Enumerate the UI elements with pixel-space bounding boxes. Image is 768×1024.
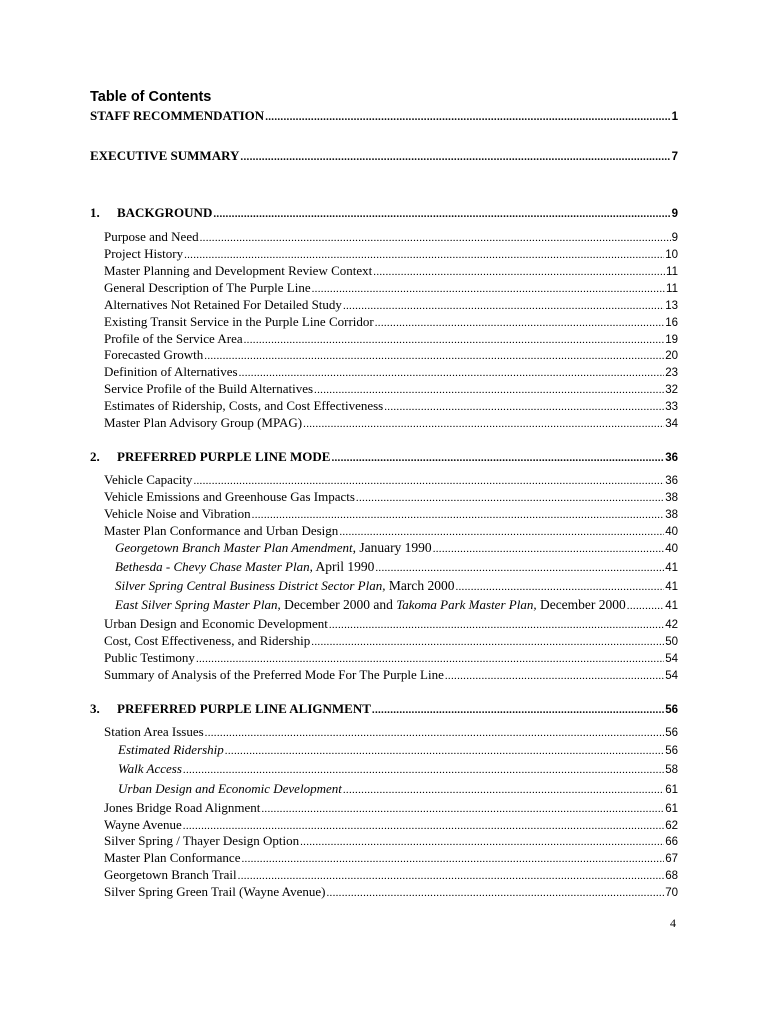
leader-dots: [238, 867, 665, 884]
toc-entry-staff-recommendation[interactable]: [90, 108, 678, 125]
leader-dots: [213, 205, 670, 222]
toc-item[interactable]: [104, 314, 678, 331]
toc-item-page: 61: [665, 803, 678, 815]
toc-subitem-label: Walk Access: [118, 761, 182, 776]
toc-item-label: Urban Design and Economic Development: [104, 616, 328, 631]
leader-dots: [300, 833, 664, 850]
toc-item-label: Existing Transit Service in the Purple Line Corridor: [104, 314, 374, 329]
leader-dots: [241, 850, 664, 867]
toc-item-label: Cost, Cost Effectiveness, and Ridership: [104, 633, 311, 648]
section-title: PREFERRED PURPLE LINE ALIGNMENT: [117, 701, 371, 716]
toc-entry-page: 1: [671, 111, 678, 123]
leader-dots: [627, 597, 664, 614]
toc-item[interactable]: [104, 633, 678, 650]
leader-dots: [326, 884, 664, 901]
leader-dots: [183, 817, 664, 834]
page-number: 4: [670, 916, 676, 930]
toc-item-label: Definition of Alternatives: [104, 364, 238, 379]
toc-item-page: 54: [665, 670, 678, 682]
toc-item-label: Vehicle Noise and Vibration: [104, 506, 251, 521]
leader-dots: [184, 246, 664, 263]
toc-item[interactable]: [104, 297, 678, 314]
section-title: BACKGROUND: [117, 205, 213, 220]
toc-subitem-plan-name: Silver Spring Central Business District Sector Plan,: [115, 578, 386, 593]
toc-item-page: 38: [665, 509, 678, 521]
toc-item-page: 20: [665, 350, 678, 362]
toc-item[interactable]: [104, 724, 678, 741]
leader-dots: [356, 489, 664, 506]
toc-subitem-page: 40: [665, 543, 678, 555]
toc-item-label: Project History: [104, 246, 184, 261]
leader-dots: [261, 800, 664, 817]
toc-item[interactable]: [104, 489, 678, 506]
leader-dots: [373, 263, 665, 280]
toc-entry-label: EXECUTIVE SUMMARY: [90, 148, 240, 163]
leader-dots: [225, 742, 664, 759]
toc-subitem-label: Urban Design and Economic Development: [118, 781, 342, 796]
toc-subitem-page: 41: [665, 600, 678, 612]
toc-item-page: 66: [665, 836, 678, 848]
toc-item-label: Vehicle Emissions and Greenhouse Gas Impacts: [104, 489, 355, 504]
toc-item-page: 19: [665, 334, 678, 346]
toc-item[interactable]: [104, 364, 678, 381]
leader-dots: [312, 280, 665, 297]
toc-item-page: 62: [665, 820, 678, 832]
leader-dots: [433, 540, 665, 557]
toc-item[interactable]: [104, 867, 678, 884]
toc-item-page: 32: [665, 384, 678, 396]
toc-item-label: Alternatives Not Retained For Detailed Study: [104, 297, 342, 312]
toc-item-label: Master Planning and Development Review Context: [104, 263, 373, 278]
toc-subitem-page: 41: [665, 562, 678, 574]
toc-item-page: 67: [665, 853, 678, 865]
leader-dots: [331, 449, 664, 466]
toc-subitem[interactable]: [115, 597, 678, 614]
leader-dots: [196, 650, 664, 667]
toc-item[interactable]: [104, 800, 678, 817]
leader-dots: [375, 559, 664, 576]
toc-subitem-page: 56: [665, 745, 678, 757]
toc-item[interactable]: [104, 667, 678, 684]
toc-subitem-plan-name: Bethesda - Chevy Chase Master Plan,: [115, 559, 313, 574]
leader-dots: [343, 297, 664, 314]
toc-item-label: Master Plan Conformance: [104, 850, 241, 865]
toc-item-label: Wayne Avenue: [104, 817, 182, 832]
leader-dots: [445, 667, 664, 684]
toc-subitem[interactable]: [118, 742, 678, 759]
toc-item-label: Jones Bridge Road Alignment: [104, 800, 261, 815]
toc-item-page: 68: [665, 870, 678, 882]
leader-dots: [204, 347, 664, 364]
toc-item[interactable]: [104, 280, 678, 297]
leader-dots: [200, 229, 671, 246]
toc-subitem[interactable]: [115, 578, 678, 595]
toc-entry-page: 7: [671, 151, 678, 163]
toc-subitem[interactable]: [115, 540, 678, 557]
leader-dots: [372, 701, 664, 718]
toc-subitem-date: March 2000: [385, 578, 455, 593]
toc-subitem-plan-name: Georgetown Branch Master Plan Amendment: [115, 540, 353, 555]
toc-subitem-plan-name-2: Takoma Park Master Plan,: [396, 597, 537, 612]
toc-subitem-plan-name: East Silver Spring Master Plan,: [115, 597, 281, 612]
toc-item[interactable]: [104, 263, 678, 280]
toc-item-page: 10: [665, 249, 678, 261]
toc-subitem-page: 58: [665, 764, 678, 776]
toc-item-page: 16: [665, 317, 678, 329]
section-page: 56: [665, 704, 678, 716]
toc-item-label: Silver Spring / Thayer Design Option: [104, 833, 300, 848]
toc-item-page: 42: [665, 619, 678, 631]
toc-item[interactable]: [104, 650, 678, 667]
toc-item[interactable]: [104, 415, 678, 432]
toc-section-preferred-alignment[interactable]: [90, 701, 678, 718]
toc-item-label: General Description of The Purple Line: [104, 280, 311, 295]
toc-item-page: 38: [665, 492, 678, 504]
section-number: 1.: [90, 205, 100, 220]
toc-subitem[interactable]: [118, 781, 678, 798]
leader-dots: [384, 398, 664, 415]
toc-item[interactable]: [104, 398, 678, 415]
toc-item-label: Station Area Issues: [104, 724, 204, 739]
toc-item[interactable]: [104, 246, 678, 263]
toc-section-background[interactable]: [90, 205, 678, 222]
toc-item-page: 9: [671, 232, 678, 244]
toc-subitem-date-2: December 2000: [536, 597, 626, 612]
toc-item-page: 56: [665, 727, 678, 739]
toc-subitem-date: April 1990: [312, 559, 375, 574]
toc-item-page: 70: [665, 887, 678, 899]
toc-item-label: Master Plan Advisory Group (MPAG): [104, 415, 303, 430]
toc-item-page: 11: [666, 266, 678, 278]
leader-dots: [240, 148, 670, 165]
leader-dots: [252, 506, 665, 523]
toc-item-page: 36: [665, 475, 678, 487]
toc-subitem-date: December 2000 and: [280, 597, 397, 612]
toc-item-page: 54: [665, 653, 678, 665]
toc-item[interactable]: [104, 616, 678, 633]
toc-item-label: Forecasted Growth: [104, 347, 204, 362]
leader-dots: [205, 724, 665, 741]
toc-item-label: Vehicle Capacity: [104, 472, 193, 487]
leader-dots: [265, 108, 670, 125]
toc-item[interactable]: [104, 472, 678, 489]
toc-item[interactable]: [104, 347, 678, 364]
toc-subitem-date: , January 1990: [352, 540, 432, 555]
toc-item[interactable]: [104, 381, 678, 398]
leader-dots: [311, 633, 664, 650]
toc-item[interactable]: [104, 833, 678, 850]
toc-item[interactable]: [104, 850, 678, 867]
leader-dots: [455, 578, 664, 595]
toc-item-label: Public Testimony: [104, 650, 195, 665]
leader-dots: [339, 523, 664, 540]
leader-dots: [193, 472, 664, 489]
toc-item-page: 13: [665, 300, 678, 312]
toc-item-label: Master Plan Conformance and Urban Design: [104, 523, 339, 538]
toc-item[interactable]: [104, 506, 678, 523]
leader-dots: [375, 314, 664, 331]
toc-item-label: Georgetown Branch Trail: [104, 867, 237, 882]
section-page: 9: [671, 208, 678, 220]
toc-item-page: 50: [665, 636, 678, 648]
toc-entry-executive-summary[interactable]: [90, 148, 678, 165]
section-title: PREFERRED PURPLE LINE MODE: [117, 449, 331, 464]
toc-section-preferred-mode[interactable]: [90, 449, 678, 466]
leader-dots: [183, 761, 664, 778]
leader-dots: [329, 616, 664, 633]
leader-dots: [303, 415, 664, 432]
leader-dots: [239, 364, 665, 381]
toc-item[interactable]: [104, 817, 678, 834]
section-page: 36: [665, 452, 678, 464]
toc-item[interactable]: [104, 331, 678, 348]
toc-item[interactable]: [104, 229, 678, 246]
toc-item-label: Silver Spring Green Trail (Wayne Avenue): [104, 884, 326, 899]
toc-item-label: Summary of Analysis of the Preferred Mode For The Purple Line: [104, 667, 444, 682]
toc-item-label: Profile of the Service Area: [104, 331, 243, 346]
toc-item[interactable]: [104, 884, 678, 901]
toc-heading: Table of Contents: [90, 89, 212, 105]
toc-item-page: 40: [665, 526, 678, 538]
toc-subitem-label: Estimated Ridership: [118, 742, 224, 757]
section-number: 3.: [90, 701, 100, 716]
section-number: 2.: [90, 449, 100, 464]
leader-dots: [314, 381, 664, 398]
toc-item-page: 23: [665, 367, 678, 379]
toc-item-page: 11: [666, 283, 678, 295]
toc-item-label: Purpose and Need: [104, 229, 199, 244]
toc-item-label: Service Profile of the Build Alternatives: [104, 381, 314, 396]
toc-item-page: 33: [665, 401, 678, 413]
toc-item[interactable]: [104, 523, 678, 540]
leader-dots: [244, 331, 665, 348]
toc-subitem[interactable]: [115, 559, 678, 576]
toc-item-page: 34: [665, 418, 678, 430]
leader-dots: [343, 781, 664, 798]
toc-item-label: Estimates of Ridership, Costs, and Cost Effectiveness: [104, 398, 384, 413]
toc-subitem-page: 41: [665, 581, 678, 593]
toc-subitem-page: 61: [665, 784, 678, 796]
toc-subitem[interactable]: [118, 761, 678, 778]
toc-entry-label: STAFF RECOMMENDATION: [90, 108, 265, 123]
